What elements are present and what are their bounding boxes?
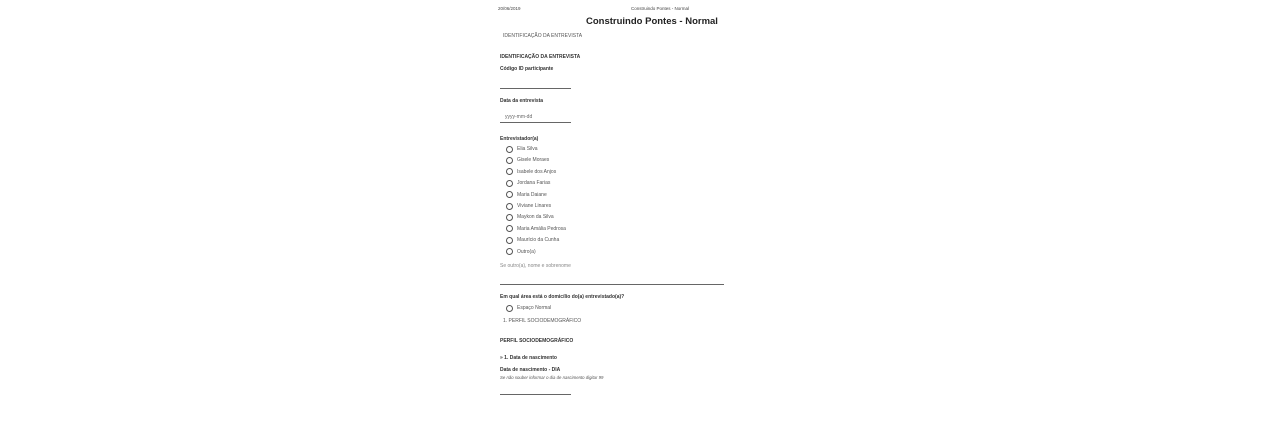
print-date: 20/06/2019	[498, 6, 521, 11]
data-nascimento-dia-label: Data de nascimento - DIA	[500, 367, 561, 373]
entrevistador-option-label: Elia Silva	[517, 146, 538, 152]
entrevistador-option-label: Maria Amália Pedrosa	[517, 225, 566, 232]
entrevistador-option[interactable]	[506, 144, 538, 154]
outro-nome-label: Se outro(a), nome e sobrenome	[500, 263, 571, 269]
section-tab-identificacao[interactable]: IDENTIFICAÇÃO DA ENTREVISTA	[503, 33, 583, 39]
entrevistador-option-label: Outro(a)	[517, 248, 536, 255]
data-nascimento-dia-hint: Se não souber informar o dia de nascimento digitar 99	[500, 375, 604, 380]
entrevistador-option[interactable]	[506, 235, 559, 245]
radio-button-icon[interactable]	[506, 203, 513, 210]
entrevistador-option-label: Viviane Linares	[517, 203, 552, 209]
data-entrevista-underline	[500, 122, 571, 123]
outro-nome-input[interactable]	[500, 284, 724, 285]
codigo-id-underline	[500, 88, 571, 89]
radio-button-icon[interactable]	[506, 180, 513, 187]
entrevistador-option-label: Maykon da Silva	[517, 214, 554, 221]
data-entrevista-label: Data da entrevista	[500, 98, 544, 104]
radio-button-icon[interactable]	[506, 214, 513, 221]
entrevistador-label: Entrevistador(a)	[500, 136, 539, 142]
entrevistador-option[interactable]	[506, 167, 556, 177]
radio-button-icon[interactable]	[506, 146, 513, 153]
page-title: Construindo Pontes - Normal	[586, 16, 718, 27]
radio-button-icon[interactable]	[506, 225, 513, 232]
entrevistador-option[interactable]	[506, 178, 550, 188]
entrevistador-option-label: Maurício da Cunha	[517, 237, 560, 244]
radio-button-icon[interactable]	[506, 157, 513, 164]
area-option[interactable]	[506, 303, 551, 313]
data-entrevista-input[interactable]: yyyy-mm-dd	[505, 114, 533, 120]
subheading-data-nascimento: » 1. Data de nascimento	[500, 355, 557, 361]
radio-button-icon[interactable]	[506, 237, 513, 244]
radio-button-icon[interactable]	[506, 168, 513, 175]
section-tab-perfil[interactable]: 1. PERFIL SOCIODEMOGRÁFICO	[503, 318, 582, 324]
radio-button-icon[interactable]	[506, 248, 513, 255]
document-reference: Construindo Pontes - Normal	[631, 6, 690, 11]
section-heading-identificacao: IDENTIFICAÇÃO DA ENTREVISTA	[500, 54, 581, 60]
entrevistador-option[interactable]	[506, 190, 547, 200]
area-option-label: Espaço Normal	[517, 305, 552, 311]
data-nascimento-dia-underline	[500, 394, 571, 395]
radio-button-icon[interactable]	[506, 305, 513, 312]
entrevistador-option-label: Maria Daiane	[517, 191, 547, 198]
entrevistador-option[interactable]	[506, 212, 554, 222]
entrevistador-option[interactable]	[506, 155, 549, 165]
radio-button-icon[interactable]	[506, 191, 513, 198]
entrevistador-option-label: Jordana Farias	[517, 180, 551, 187]
entrevistador-option-label: Gisele Moraes	[517, 157, 550, 164]
entrevistador-option[interactable]	[506, 247, 536, 257]
entrevistador-option[interactable]	[506, 224, 566, 234]
entrevistador-option[interactable]	[506, 201, 551, 211]
section-heading-perfil: PERFIL SOCIODEMOGRÁFICO	[500, 338, 574, 344]
entrevistador-option-label: Isabele dos Anjos	[517, 168, 557, 175]
area-domicilio-label: Em qual área está o domicílio do(a) entrevistado(a)?	[500, 294, 625, 300]
codigo-id-label: Código ID participante	[500, 66, 554, 72]
